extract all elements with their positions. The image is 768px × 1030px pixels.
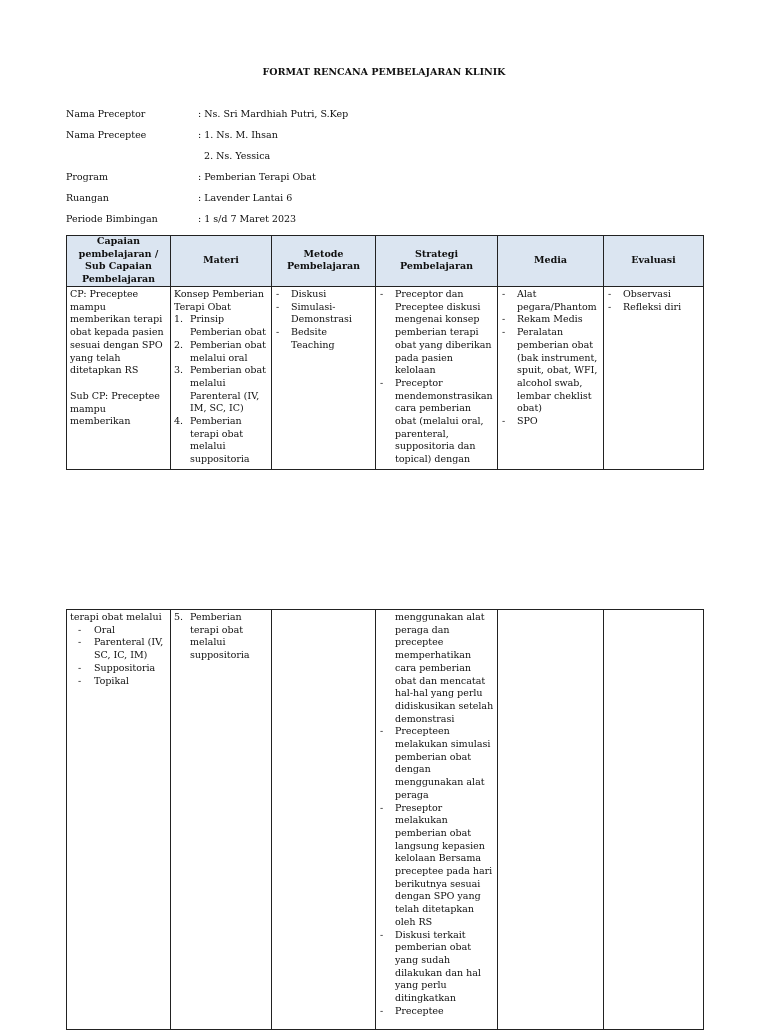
list-item: - Oral [76, 625, 167, 638]
header-evaluasi: Evaluasi [604, 236, 704, 287]
cell-media [498, 287, 604, 470]
list-item: - Observasi [607, 289, 700, 302]
list-item: - Alat pegara/Phantom [501, 289, 600, 314]
info-value: : 1. Ns. M. Ihsan [198, 130, 278, 141]
header-strategi: Strategi Pembelajaran [376, 236, 498, 287]
cell-strategi-continued [376, 610, 498, 1030]
capaian-continued-text: terapi obat melalui [70, 612, 162, 623]
list-item: 1. Prinsip Pemberian obat [174, 314, 266, 339]
cell-capaian [67, 287, 171, 470]
sub-cp-text: Sub CP: Preceptee mampu memberikan [70, 390, 160, 428]
info-label: Program [66, 172, 108, 183]
materi-list-continued [174, 612, 268, 663]
header-metode: Metode Pembelajaran [272, 236, 376, 287]
list-item: - Preceptor dan Preceptee diskusi mengenai konsep pemberian terapi obat yang diberikan pada pasien kelolaan [379, 289, 494, 378]
capaian-list [70, 625, 167, 689]
info-value: : Pemberian Terapi Obat [198, 172, 316, 183]
info-label: Nama Preceptee [66, 130, 147, 141]
info-value: : Ns. Sri Mardhiah Putri, S.Kep [198, 109, 349, 120]
header-capaian: Capaian pembelajaran / Sub Capaian Pembelajaran [67, 236, 171, 287]
cell-evaluasi-continued [604, 610, 704, 1030]
list-item: 4. Pemberian terapi obat melalui suppositoria [174, 416, 250, 466]
strategi-list [379, 289, 494, 467]
info-value: : 1 s/d 7 Maret 2023 [198, 214, 297, 225]
list-item: - Refleksi diri [607, 302, 700, 315]
cell-materi-continued [171, 610, 272, 1030]
cell-evaluasi [604, 287, 704, 470]
cell-capaian-continued [67, 610, 171, 1030]
list-item: 3. Pemberian obat melalui Parenteral (IV, IM, SC, IC) [174, 365, 266, 415]
cell-materi [171, 287, 272, 470]
cell-metode [272, 287, 376, 470]
learning-plan-table [66, 235, 704, 470]
list-item: - Parenteral (IV, SC, IC, IM) [76, 637, 167, 662]
evaluasi-list [607, 289, 700, 314]
materi-intro: Konsep Pemberian Terapi Obat [174, 289, 264, 313]
media-list [501, 289, 600, 429]
strategi-list-continued [379, 726, 494, 1018]
cell-metode-continued [272, 610, 376, 1030]
list-item: - Precepteen melakukan simulasi pemberian obat dengan menggunakan alat peraga [379, 726, 494, 802]
list-item: - SPO [501, 416, 600, 429]
list-item: - Preseptor melakukan pemberian obat langsung kepasien kelolaan Bersama preceptee pada hari berikutnya sesuai dengan SPO yang telah ditetapkan oleh RS [379, 803, 494, 930]
list-item: - Preceptee [379, 1006, 494, 1019]
list-item: - Diskusi terkait pemberian obat yang sudah dilakukan dan hal yang perlu ditingkatkan [379, 930, 494, 1006]
list-item: 2. Pemberian obat melalui oral [174, 339, 266, 364]
info-value: 2. Ns. Yessica [198, 151, 271, 162]
cell-media-continued [498, 610, 604, 1030]
cell-strategi [376, 287, 498, 470]
table-row [67, 287, 704, 470]
info-label: Ruangan [66, 193, 109, 204]
table-row [67, 610, 704, 1030]
list-item: - Rekam Medis [501, 314, 600, 327]
document-title: FORMAT RENCANA PEMBELAJARAN KLINIK [262, 67, 506, 78]
list-item: - Suppositoria [76, 663, 167, 676]
header-materi: Materi [171, 236, 272, 287]
learning-plan-table-continued [66, 609, 704, 1030]
list-item: - Preceptor mendemonstrasikan cara pemberian obat (melalui oral, parenteral, suppositoria dan topical) dengan [379, 378, 494, 467]
info-label: Periode Bimbingan [66, 214, 158, 225]
info-label: Nama Preceptor [66, 109, 146, 120]
materi-list [174, 314, 268, 466]
cp-text: CP: Preceptee mampu memberikan terapi obat kepada pasien sesuai dengan SPO yang telah ditetapkan RS [70, 289, 164, 377]
list-item: 5. Pemberian terapi obat melalui suppositoria [174, 612, 250, 662]
list-item: - Diskusi [275, 289, 372, 302]
strategi-continued-text: menggunakan alat peraga dan preceptee memperhatikan cara pemberian obat dan mencatat hal-hal yang perlu didiskusikan setelah demonstrasi [395, 612, 494, 725]
header-media: Media [498, 236, 604, 287]
metode-list [275, 289, 372, 353]
list-item: - Bedsite Teaching [275, 327, 372, 352]
list-item: - Topikal [76, 676, 167, 689]
info-value: : Lavender Lantai 6 [198, 193, 293, 204]
list-item: - Simulasi-Demonstrasi [275, 302, 372, 327]
list-item: - Peralatan pemberian obat (bak instrument, spuit, obat, WFI, alcohol swab, lembar cheklist obat) [501, 327, 600, 416]
table-header-row [67, 236, 704, 287]
